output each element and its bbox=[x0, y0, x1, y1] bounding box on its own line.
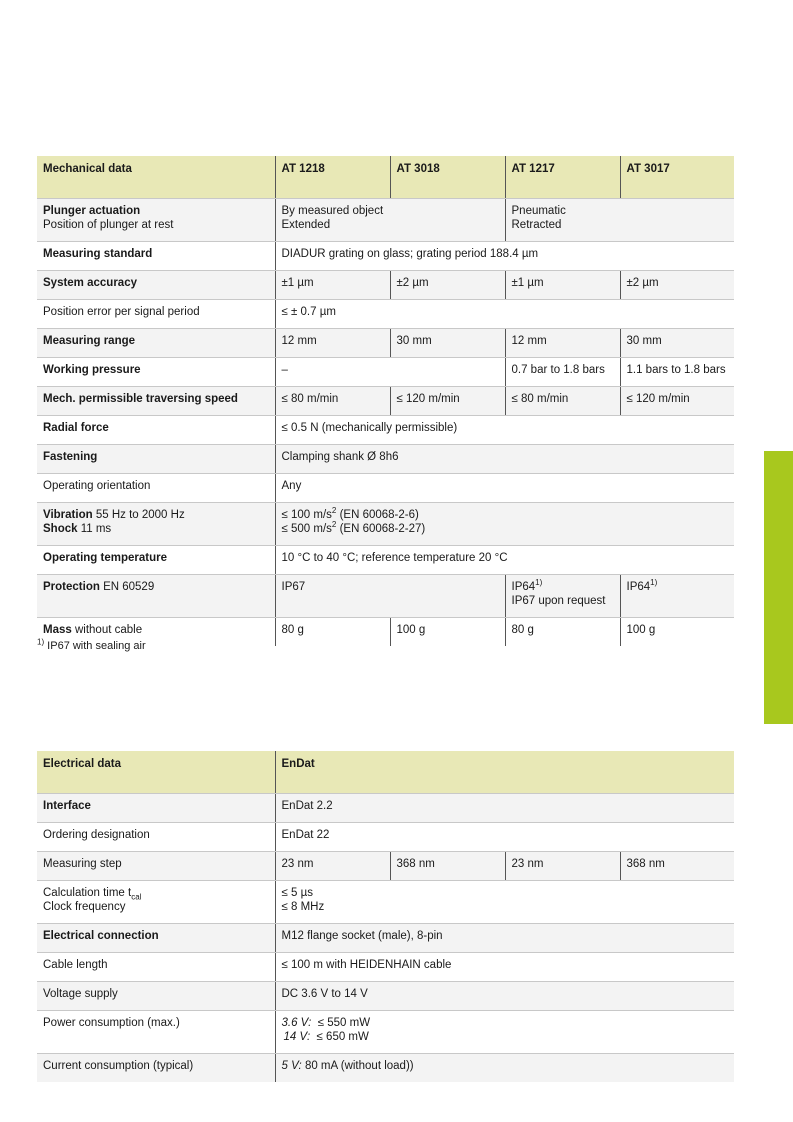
table-row bbox=[37, 852, 734, 881]
row-label: Clock frequency bbox=[43, 901, 126, 913]
cell-value: M12 flange socket (male), 8-pin bbox=[275, 924, 734, 953]
row-label: Interface bbox=[37, 794, 275, 823]
cell-value: IP64 bbox=[511, 581, 536, 593]
cell-value: Retracted bbox=[511, 219, 562, 231]
voltage-label: 14 V: bbox=[283, 1031, 311, 1043]
cell-value: ≤ 8 MHz bbox=[281, 901, 325, 913]
cell-value: 80 g bbox=[505, 618, 620, 647]
row-label: Position of plunger at rest bbox=[43, 219, 174, 231]
cell-value: IP67 bbox=[275, 575, 505, 618]
row-label: Measuring step bbox=[37, 852, 275, 881]
table-row bbox=[37, 474, 734, 503]
table-row bbox=[37, 387, 734, 416]
footnote bbox=[37, 637, 146, 652]
cell-value: (EN 60068-2-6) bbox=[336, 509, 419, 521]
row-label: Power consumption (max.) bbox=[37, 1011, 275, 1054]
table-row bbox=[37, 924, 734, 953]
superscript: 2 bbox=[331, 520, 337, 530]
voltage-label: 3.6 V: bbox=[281, 1017, 312, 1029]
cell-value: ≤ 100 m with HEIDENHAIN cable bbox=[275, 953, 734, 982]
row-label: Cable length bbox=[37, 953, 275, 982]
cell-value: ±2 µm bbox=[620, 271, 734, 300]
cell-value: 0.7 bar to 1.8 bars bbox=[505, 358, 620, 387]
cell-value: ≤ 550 mW bbox=[311, 1017, 371, 1029]
table-row bbox=[37, 1011, 734, 1054]
cell-value: Pneumatic bbox=[511, 205, 566, 217]
row-label-detail: 55 Hz to 2000 Hz bbox=[92, 509, 185, 521]
table-row bbox=[37, 242, 734, 271]
voltage-label: 5 V: bbox=[281, 1060, 302, 1072]
footnote-text: IP67 with sealing air bbox=[44, 640, 146, 652]
table-row bbox=[37, 271, 734, 300]
table-row bbox=[37, 575, 734, 618]
row-label: Operating orientation bbox=[37, 474, 275, 503]
cell-value: IP64 bbox=[626, 581, 651, 593]
cell-value: ±1 µm bbox=[275, 271, 390, 300]
cell-value: DIADUR grating on glass; grating period 188.4 µm bbox=[275, 242, 734, 271]
cell-value: ≤ 500 m/s bbox=[281, 523, 332, 535]
row-label: Ordering designation bbox=[37, 823, 275, 852]
cell-value: Any bbox=[275, 474, 734, 503]
cell-value: EnDat 22 bbox=[275, 823, 734, 852]
row-label: Vibration bbox=[43, 509, 93, 521]
header-cell: Mechanical data bbox=[37, 156, 275, 198]
cell-value: ≤ 80 m/min bbox=[505, 387, 620, 416]
cell-value: 12 mm bbox=[275, 329, 390, 358]
cell-value: DC 3.6 V to 14 V bbox=[275, 982, 734, 1011]
table-row bbox=[37, 358, 734, 387]
header-cell: Electrical data bbox=[37, 751, 275, 793]
row-label: Radial force bbox=[37, 416, 275, 445]
header-cell: EnDat bbox=[275, 751, 734, 793]
row-label: Calculation time t bbox=[43, 887, 132, 899]
cell-value: 23 nm bbox=[505, 852, 620, 881]
row-label: Mech. permissible traversing speed bbox=[37, 387, 275, 416]
row-label: Mass bbox=[43, 624, 72, 636]
subscript: cal bbox=[131, 892, 142, 902]
cell-value: 1.1 bars to 1.8 bars bbox=[620, 358, 734, 387]
cell-value: (EN 60068-2-27) bbox=[336, 523, 426, 535]
row-label: Operating temperature bbox=[37, 546, 275, 575]
cell-value: ≤ 120 m/min bbox=[620, 387, 734, 416]
cell-value: ≤ 5 µs bbox=[281, 887, 313, 899]
table-header-row bbox=[37, 156, 734, 198]
cell-value: IP67 upon request bbox=[511, 595, 606, 607]
table-row bbox=[37, 823, 734, 852]
header-cell: AT 1218 bbox=[275, 156, 390, 198]
cell-value: 368 nm bbox=[620, 852, 734, 881]
row-label: Voltage supply bbox=[37, 982, 275, 1011]
table-row bbox=[37, 1054, 734, 1083]
cell-value: 30 mm bbox=[390, 329, 505, 358]
row-label: Current consumption (typical) bbox=[37, 1054, 275, 1083]
table-row bbox=[37, 794, 734, 823]
superscript: 2 bbox=[331, 506, 337, 516]
mechanical-data-table bbox=[37, 156, 734, 646]
cell-value: ≤ 0.5 N (mechanically permissible) bbox=[275, 416, 734, 445]
cell-value: Extended bbox=[281, 219, 331, 231]
row-label: Position error per signal period bbox=[37, 300, 275, 329]
cell-value: 100 g bbox=[620, 618, 734, 647]
cell-value: 12 mm bbox=[505, 329, 620, 358]
table-row bbox=[37, 953, 734, 982]
table-row bbox=[37, 199, 734, 242]
table-row bbox=[37, 982, 734, 1011]
table-row bbox=[37, 416, 734, 445]
row-label: Measuring range bbox=[37, 329, 275, 358]
header-cell: AT 3017 bbox=[620, 156, 734, 198]
table-row bbox=[37, 445, 734, 474]
electrical-data-table bbox=[37, 751, 734, 1082]
cell-value: 100 g bbox=[390, 618, 505, 647]
cell-value: 23 nm bbox=[275, 852, 390, 881]
cell-value: EnDat 2.2 bbox=[275, 794, 734, 823]
row-label-detail: EN 60529 bbox=[99, 581, 155, 593]
cell-value: – bbox=[275, 358, 505, 387]
cell-value: ±2 µm bbox=[390, 271, 505, 300]
row-label: Fastening bbox=[37, 445, 275, 474]
row-label: Measuring standard bbox=[37, 242, 275, 271]
row-label: Plunger actuation bbox=[43, 205, 141, 217]
row-label: System accuracy bbox=[37, 271, 275, 300]
table-row bbox=[37, 546, 734, 575]
table-row bbox=[37, 329, 734, 358]
cell-value: 10 °C to 40 °C; reference temperature 20 °C bbox=[275, 546, 734, 575]
cell-value: By measured object bbox=[281, 205, 384, 217]
section-tab-marker bbox=[764, 451, 793, 724]
row-label: Shock bbox=[43, 523, 78, 535]
cell-value: Clamping shank Ø 8h6 bbox=[275, 445, 734, 474]
header-cell: AT 3018 bbox=[390, 156, 505, 198]
cell-value: ≤ ± 0.7 µm bbox=[275, 300, 734, 329]
table-row bbox=[37, 881, 734, 924]
cell-value: 80 g bbox=[275, 618, 390, 647]
cell-value: ≤ 100 m/s bbox=[281, 509, 332, 521]
header-cell: AT 1217 bbox=[505, 156, 620, 198]
footnote-ref: 1) bbox=[535, 578, 543, 588]
footnote-mark: 1) bbox=[37, 637, 45, 647]
table-row bbox=[37, 300, 734, 329]
cell-value: 368 nm bbox=[390, 852, 505, 881]
row-label-detail: without cable bbox=[71, 624, 143, 636]
row-label: Protection bbox=[43, 581, 100, 593]
cell-value: ≤ 650 mW bbox=[310, 1031, 369, 1043]
table-header-row bbox=[37, 751, 734, 793]
row-label-detail: 11 ms bbox=[77, 523, 112, 535]
footnote-ref: 1) bbox=[650, 578, 658, 588]
cell-value: ≤ 80 m/min bbox=[275, 387, 390, 416]
row-label: Working pressure bbox=[37, 358, 275, 387]
row-label: Electrical connection bbox=[37, 924, 275, 953]
cell-value: 30 mm bbox=[620, 329, 734, 358]
table-row bbox=[37, 503, 734, 546]
cell-value: ±1 µm bbox=[505, 271, 620, 300]
cell-value: ≤ 120 m/min bbox=[390, 387, 505, 416]
cell-value: 80 mA (without load)) bbox=[301, 1060, 414, 1072]
